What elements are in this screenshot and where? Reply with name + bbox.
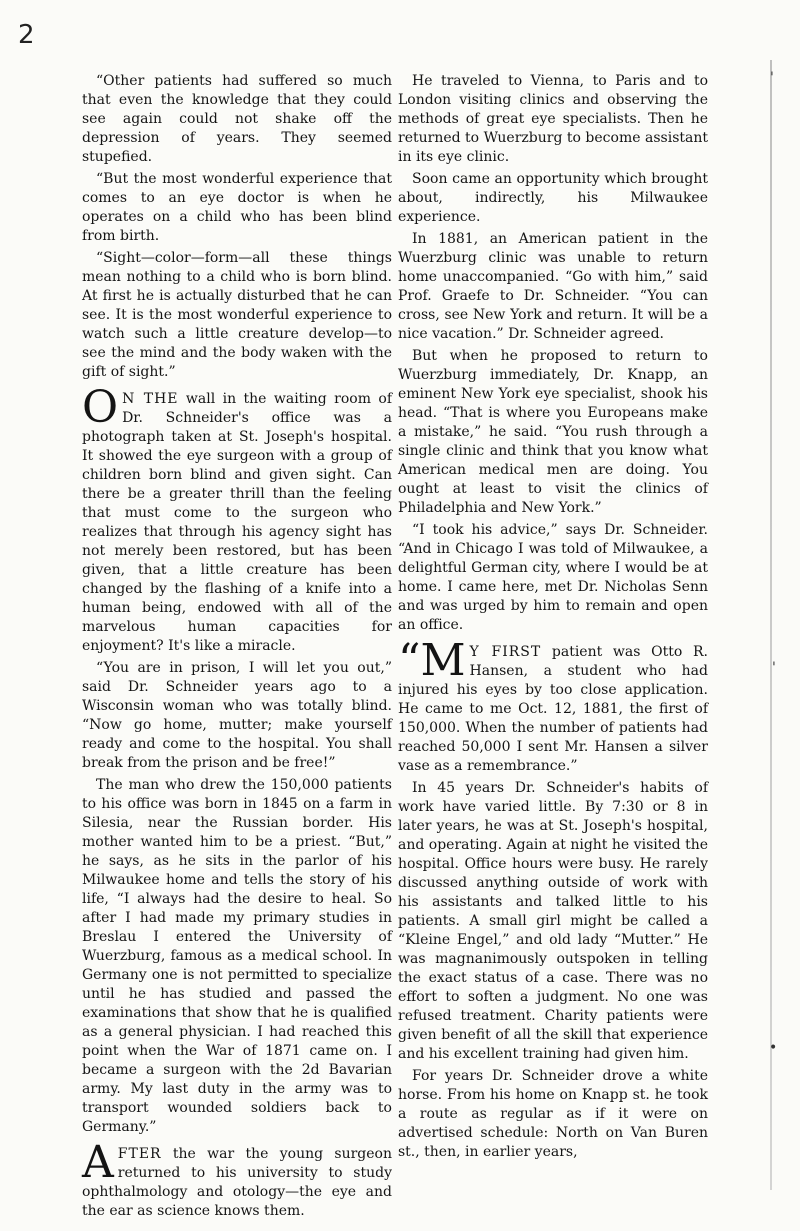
drop-cap: O	[82, 382, 119, 433]
paragraph: But when he proposed to return to Wuerzburg immediately, Dr. Knapp, an eminent New York eye specialist, shook his head. “That is where you Europeans make a mistake,” he said. “You rush through a single clinic and think that you know what American medical men are doing. You ought at least to visit the clinics of Philadelphia and New York.”	[398, 348, 708, 516]
page-edge-rule	[770, 60, 772, 1190]
right-column	[398, 72, 708, 1165]
section-paragraph	[82, 382, 393, 656]
edge-mark: •	[769, 1040, 778, 1056]
lead-in: Y FIRST	[469, 644, 542, 660]
paragraph-text: wall in the waiting room of Dr. Schneider's office was a photograph taken at St. Joseph's hospital. It showed the eye surgeon with a group of children born blind and given sight. Can there be a greater thrill than the feeling that must come to the surgeon who realizes that through his agency sight has not merely been restored, but has been given, that a little creature has been changed by the flashing of a knife into a human being, endowed with all of the marvelous human capacities for enjoyment? It's like a miracle.	[82, 391, 393, 654]
paragraph: He traveled to Vienna, to Paris and to London visiting clinics and observing the methods of great eye specialists. Then he returned to Wuerzburg to become assistant in its eye clinic.	[398, 73, 708, 165]
left-column	[82, 72, 392, 1224]
edge-mark: '	[770, 70, 774, 86]
paragraph: For years Dr. Schneider drove a white horse. From his home on Knapp st. he took a route as regular as if it were on advertised schedule: North on Van Buren st., then, in earlier years,	[398, 1068, 708, 1160]
paragraph-text: the war the young surgeon returned to his university to study ophthalmology and otology—the eye and the ear as science knows them.	[82, 1146, 392, 1219]
lead-in: FTER	[117, 1146, 162, 1162]
paragraph: “Sight—color—form—all these things mean nothing to a child who is born blind. At first he is actually disturbed that he can see. It is the most wonderful experience to watch such a little creature develop—to see the mind and the body waken with the gift of sight.”	[82, 250, 392, 380]
paragraph: “Other patients had suffered so much that even the knowledge that they could see again could not shake off the depression of years. They seemed stupefied.	[82, 73, 392, 165]
drop-cap: “M	[398, 635, 466, 686]
section-paragraph	[398, 635, 708, 776]
paragraph: The man who drew the 150,000 patients to his office was born in 1845 on a farm in Silesia, near the Russian border. His mother wanted him to be a priest. “But,” he says, as he sits in the parlor of his Milwaukee home and tells the story of his life, “I always had the desire to heal. So after I had made my primary studies in Breslau I entered the University of Wuerzburg, famous as a medical school. In Germany one is not permitted to specialize until he has studied and passed the examinations that show that he is qualified as a general physician. I had reached this point when the War of 1871 came on. I became a surgeon with the 2d Bavarian army. My last duty in the army was to transport wounded soldiers back to Germany.”	[82, 777, 392, 1135]
paragraph: Soon came an opportunity which brought about, indirectly, his Milwaukee experience.	[398, 171, 708, 225]
lead-in: N THE	[122, 391, 179, 407]
paragraph: “But the most wonderful experience that comes to an eye doctor is when he operates on a child who has been blind from birth.	[82, 171, 392, 244]
section-paragraph	[82, 1137, 392, 1221]
edge-mark: '	[772, 660, 776, 676]
drop-cap: A	[82, 1137, 114, 1188]
paragraph: “You are in prison, I will let you out,” said Dr. Schneider years ago to a Wisconsin woman who was totally blind. “Now go home, mutter; make yourself ready and come to the hospital. You shall break from the prison and be free!”	[82, 660, 392, 771]
paragraph: In 1881, an American patient in the Wuerzburg clinic was unable to return home unaccompanied. “Go with him,” said Prof. Graefe to Dr. Schneider. “You can cross, see New York and return. It will be a nice vacation.” Dr. Schneider agreed.	[398, 231, 708, 342]
paragraph: In 45 years Dr. Schneider's habits of work have varied little. By 7:30 or 8 in later years, he was at St. Joseph's hospital, and operating. Again at night he visited the hospital. Office hours were busy. He rarely discussed anything outside of work with his assistants and talked little to his patients. A small girl might be called a “Kleine Engel,” and old lady “Mutter.” He was magnanimously outspoken in telling the exact status of a case. There was no effort to soften a judgment. No one was refused treatment. Charity patients were given benefit of all the skill that experience and his excellent training had given him.	[398, 780, 708, 1062]
paragraph: “I took his advice,” says Dr. Schneider. “And in Chicago I was told of Milwaukee, a delightful German city, where I would be at home. I came here, met Dr. Nicholas Senn and was urged by him to remain and open an office.	[398, 522, 708, 633]
page-number: 2	[18, 20, 35, 50]
paragraph-text: patient was Otto R. Hansen, a student who had injured his eyes by too close application. He came to me Oct. 12, 1881, the first of 150,000. When the number of patients had reached 50,000 I sent Mr. Hansen a silver vase as a remembrance.”	[398, 644, 708, 774]
